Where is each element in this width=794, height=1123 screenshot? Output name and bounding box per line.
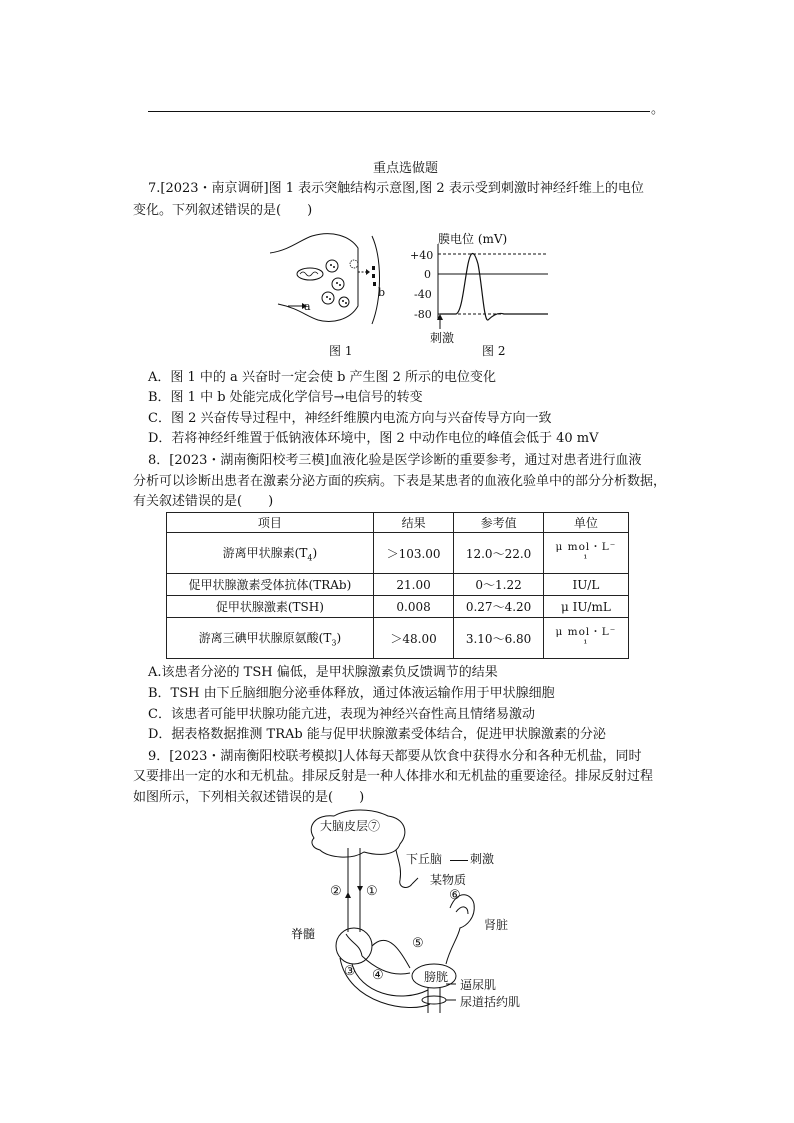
section-title: 重点选做题 bbox=[373, 161, 439, 176]
cell-ref: 0～1.22 bbox=[454, 574, 543, 596]
presynaptic-terminal bbox=[270, 234, 358, 322]
tick-plus40: +40 bbox=[410, 249, 434, 262]
table-row bbox=[167, 574, 629, 596]
label-bladder: 膀胱 bbox=[424, 970, 449, 984]
action-potential-chart bbox=[434, 244, 554, 330]
q8-option-c: C．该患者可能甲状腺功能亢进，表现为神经兴奋性高且情绪易激动 bbox=[148, 707, 535, 722]
spinal-cord-shape bbox=[336, 928, 372, 964]
stimulus-arrow bbox=[450, 860, 468, 861]
cell-result: 0.008 bbox=[373, 596, 454, 618]
fig2-caption: 图 2 bbox=[482, 344, 506, 358]
blood-test-table bbox=[166, 512, 629, 659]
label-detrusor: 逼尿肌 bbox=[460, 978, 497, 992]
label-substance: 某物质 bbox=[430, 873, 467, 887]
col-header-result: 结果 bbox=[373, 513, 454, 533]
answer-blank-line bbox=[148, 111, 650, 112]
cell-item: 游离甲状腺素$(T_4)$ bbox=[167, 533, 374, 574]
tick-minus40: -40 bbox=[414, 288, 432, 301]
q7-option-a: A．图 1 中的 a 兴奋时一定会使 b 产生图 2 所示的电位变化 bbox=[148, 370, 497, 385]
q7-option-b: B．图 1 中 b 处能完成化学信号→电信号的转变 bbox=[148, 390, 423, 405]
q8-stem-line2: 分析可以诊断出患者在激素分泌方面的疾病。下表是某患者的血液化验单中的部分分析数据， bbox=[133, 474, 667, 489]
answer-blank-end: 。 bbox=[651, 102, 665, 117]
label-n5: ⑤ bbox=[412, 936, 424, 951]
col-header-unit: 单位 bbox=[543, 513, 628, 533]
tick-0: 0 bbox=[424, 268, 431, 281]
cell-unit: μ mol・L⁻ ¹ bbox=[543, 533, 628, 574]
table-row bbox=[167, 596, 629, 618]
synapse-figure bbox=[270, 228, 400, 328]
q8-stem-line1: 8．[2023・湖南衡阳校考三模]血液化验是医学诊断的重要参考，通过对患者进行血液 bbox=[148, 453, 642, 468]
label-cortex: 大脑皮层⑦ bbox=[320, 819, 381, 833]
label-stimulus: 刺激 bbox=[470, 852, 495, 866]
label-spinal-cord: 脊髓 bbox=[291, 927, 316, 941]
cell-item: 促甲状腺激素(TSH) bbox=[167, 596, 374, 618]
cell-item: 促甲状腺激素受体抗体(TRAb) bbox=[167, 574, 374, 596]
cell-ref: 0.27～4.20 bbox=[454, 596, 543, 618]
table-row bbox=[167, 533, 629, 574]
q8-option-b: B．TSH 由下丘脑细胞分泌垂体释放，通过体液运输作用于甲状腺细胞 bbox=[148, 686, 555, 701]
q7-stem-line1: 7.[2023・南京调研]图 1 表示突触结构示意图,图 2 表示受到刺激时神经纤维上的电位 bbox=[148, 181, 644, 196]
fig1-label-a: a bbox=[304, 300, 311, 313]
fig2-y-title: 膜电位 (mV) bbox=[438, 232, 508, 246]
cell-result: 21.00 bbox=[373, 574, 454, 596]
table-row bbox=[167, 618, 629, 659]
cell-ref: 3.10～6.80 bbox=[454, 618, 543, 659]
label-n1: ① bbox=[366, 884, 378, 899]
tick-minus80: -80 bbox=[414, 308, 432, 321]
label-n2: ② bbox=[330, 884, 342, 899]
cell-result: ＞48.00 bbox=[373, 618, 454, 659]
label-kidney: 肾脏 bbox=[484, 918, 509, 932]
q9-stem-line2: 又要排出一定的水和无机盐。排尿反射是一种人体排水和无机盐的重要途径。排尿反射过程 bbox=[133, 769, 654, 784]
mitochondrion bbox=[297, 268, 323, 280]
action-potential-curve bbox=[440, 254, 548, 321]
label-n6: ⑥ bbox=[449, 888, 461, 903]
cell-unit: IU/L bbox=[543, 574, 628, 596]
q8-option-d: D．据表格数据推测 TRAb 能与促甲状腺激素受体结合，促进甲状腺激素的分泌 bbox=[148, 727, 606, 742]
cell-unit: μ mol・L⁻ ¹ bbox=[543, 618, 628, 659]
postsynaptic-membrane bbox=[372, 236, 380, 324]
synaptic-vesicles bbox=[322, 260, 349, 307]
q7-stem-line2: 变化。下列叙述错误的是( ) bbox=[133, 203, 313, 218]
label-n4: ④ bbox=[372, 968, 384, 983]
label-n3: ③ bbox=[344, 964, 356, 979]
cell-item: 游离三碘甲状腺原氨酸$(T_3)$ bbox=[167, 618, 374, 659]
cell-unit: μ IU/mL bbox=[543, 596, 628, 618]
col-header-ref: 参考值 bbox=[454, 513, 543, 533]
q7-option-d: D．若将神经纤维置于低钠液体环境中，图 2 中动作电位的峰值会低于 40 mV bbox=[148, 431, 599, 446]
label-sphincter: 尿道括约肌 bbox=[460, 995, 521, 1009]
cell-result: ＞103.00 bbox=[373, 533, 454, 574]
cell-ref: 12.0～22.0 bbox=[454, 533, 543, 574]
label-hypothalamus: 下丘脑 bbox=[406, 852, 443, 866]
q7-option-c: C．图 2 兴奋传导过程中，神经纤维膜内电流方向与兴奋传导方向一致 bbox=[148, 411, 552, 426]
fig1-caption: 图 1 bbox=[329, 344, 353, 358]
q8-stem-line3: 有关叙述错误的是( ) bbox=[133, 494, 274, 509]
q8-option-a: A.该患者分泌的 TSH 偏低，是甲状腺激素负反馈调节的结果 bbox=[148, 665, 498, 680]
fig2-stimulus: 刺激 bbox=[430, 331, 455, 345]
q9-stem-line1: 9．[2023・湖南衡阳校联考模拟]人体每天都要从饮食中获得水分和各种无机盐，同时 bbox=[148, 749, 642, 764]
q9-stem-line3: 如图所示，下列相关叙述错误的是( ) bbox=[133, 790, 365, 805]
fig1-label-b: b bbox=[378, 286, 386, 299]
col-header-item: 项目 bbox=[167, 513, 374, 533]
